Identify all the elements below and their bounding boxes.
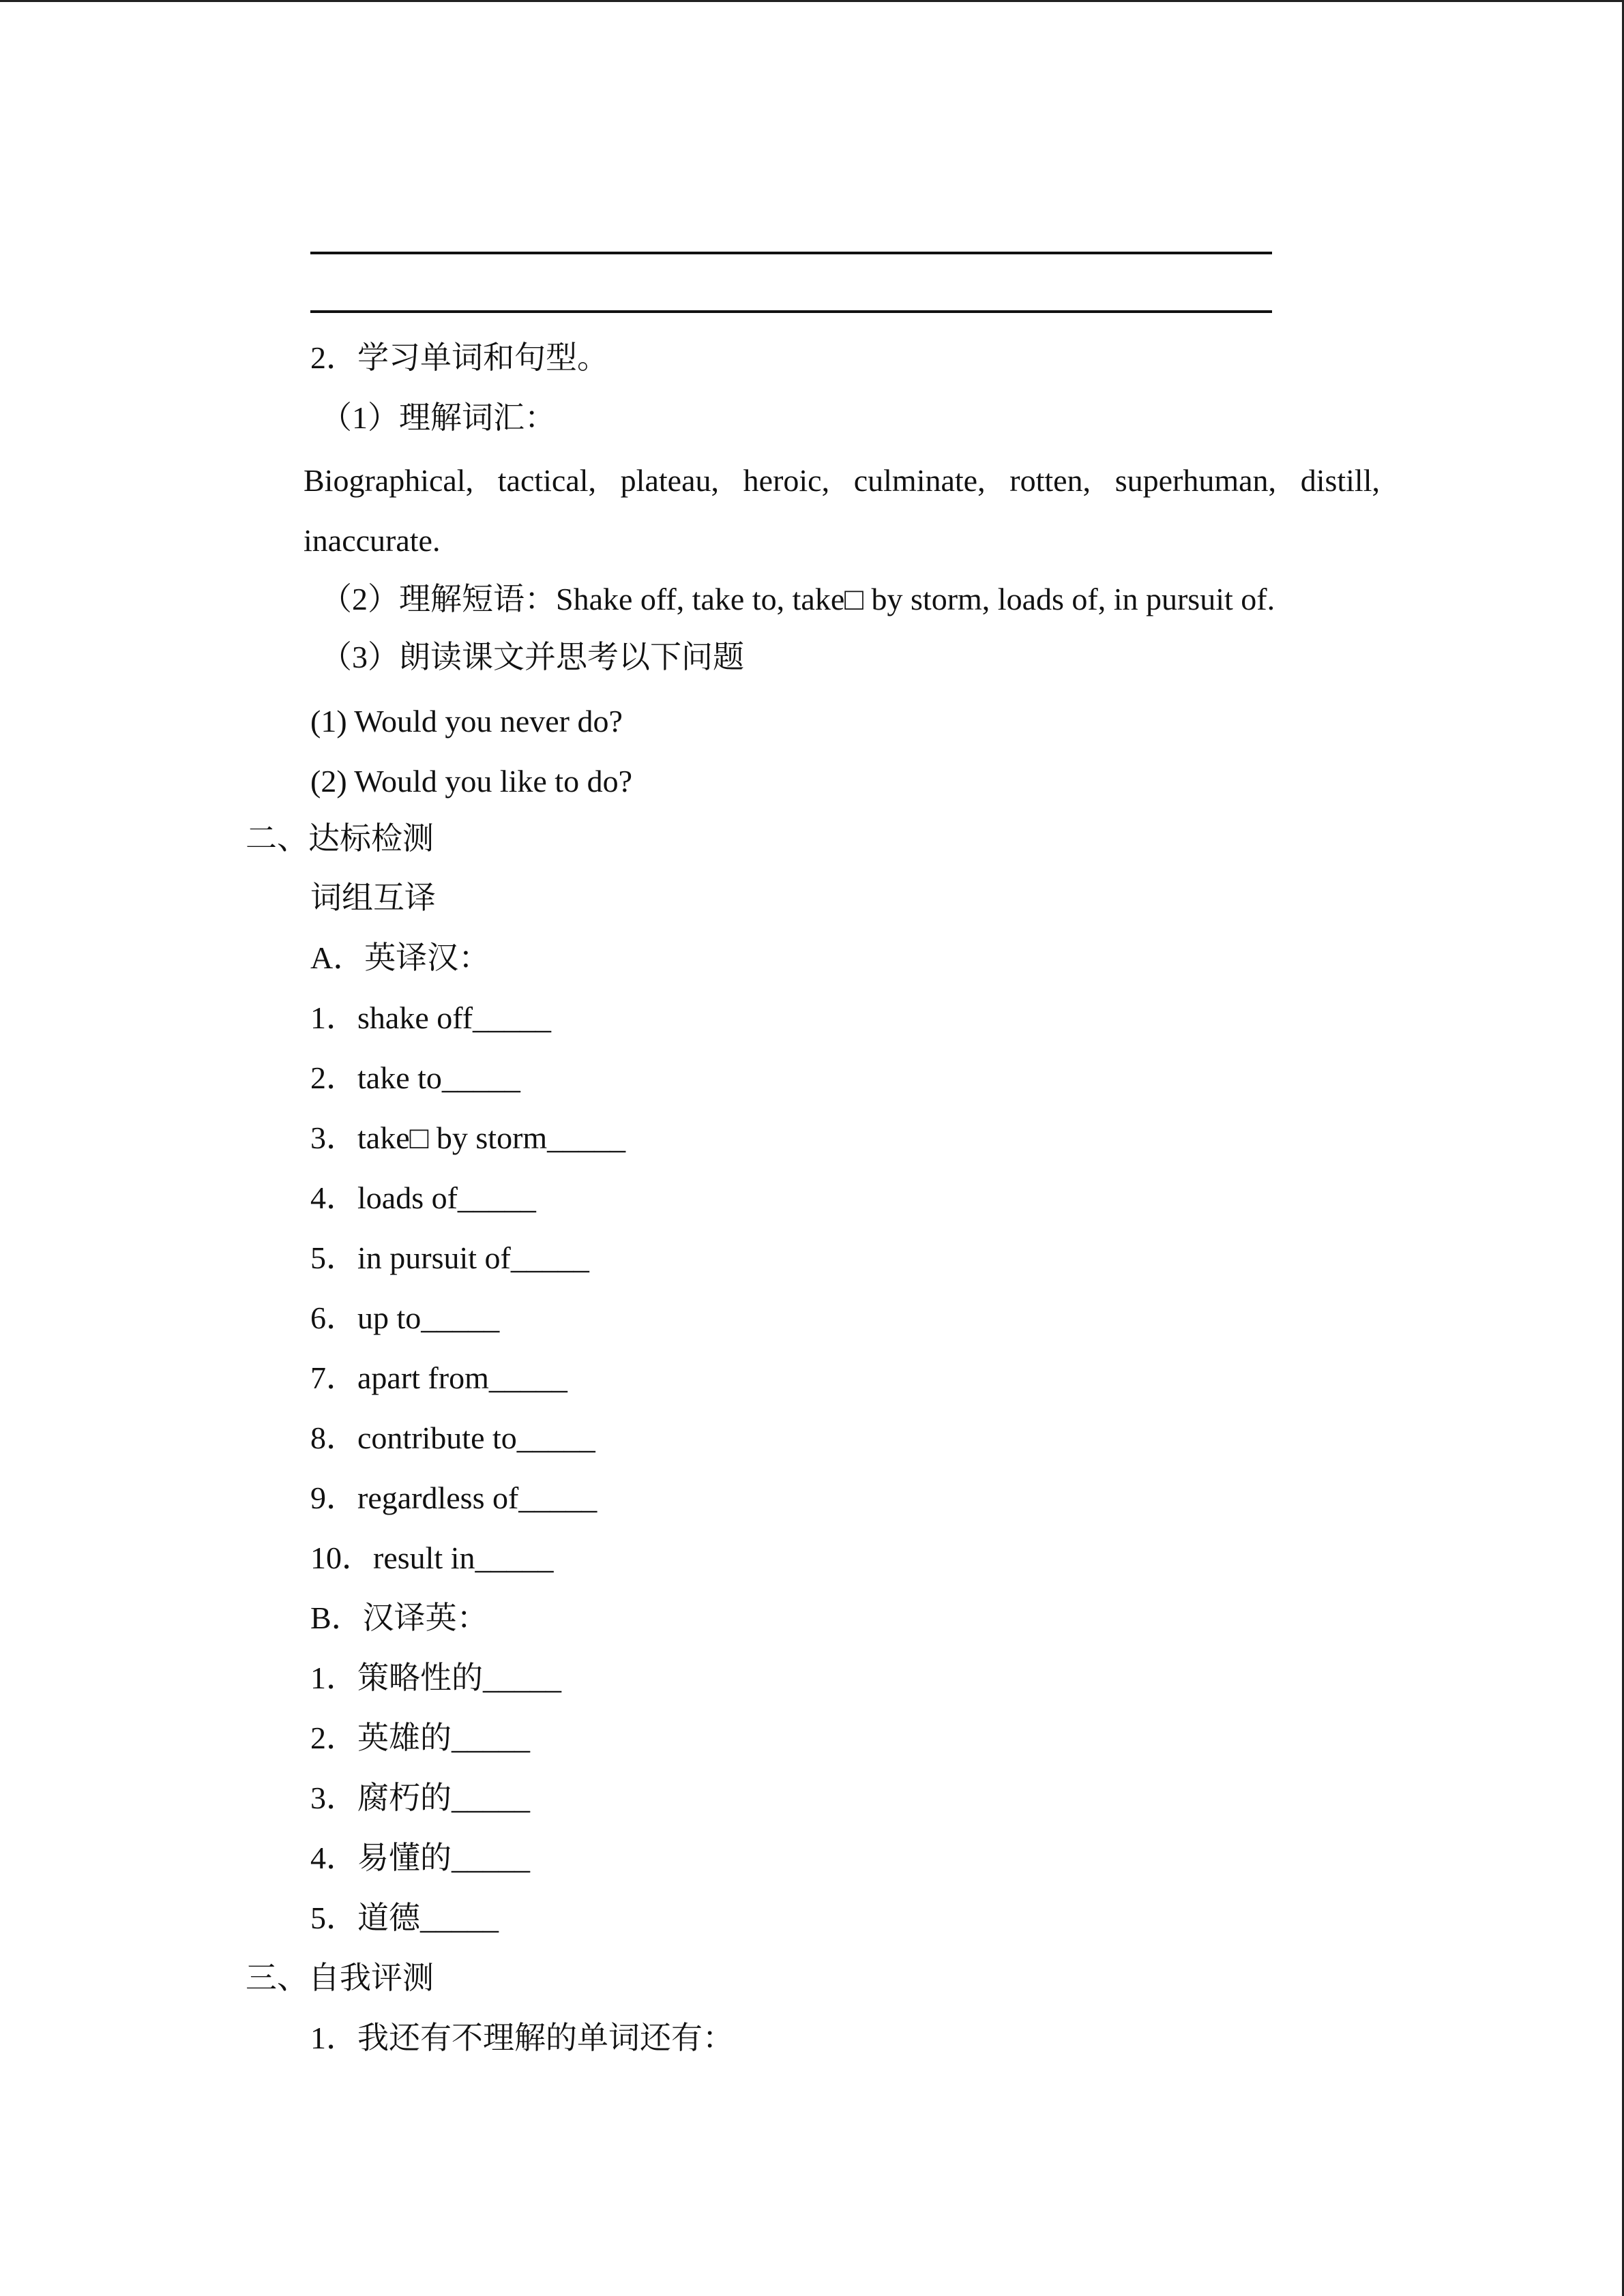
list-item: 4．易懂的_____ <box>310 1840 530 1875</box>
part-b-label: B．汉译英： <box>310 1600 488 1635</box>
part-a-label: A．英译汉： <box>310 940 490 975</box>
list-item: 7．apart from_____ <box>310 1360 567 1395</box>
section-2-heading: 二、达标检测 <box>246 821 434 856</box>
phrases-line: （2）理解短语：Shake off, take to, take□ by storm, loads of, in pursuit of. <box>321 582 1275 616</box>
list-item: 5．in pursuit of_____ <box>310 1240 589 1275</box>
question-1: (1) Would you never do? <box>310 704 623 739</box>
section-3-heading: 三、自我评测 <box>246 1960 434 1995</box>
vocab-list: Biographical, tactical, plateau, heroic, culminate, rotten, superhuman, distill, inaccurate. <box>304 463 1380 558</box>
answer-line <box>310 252 1272 254</box>
list-item: 3．腐朽的_____ <box>310 1780 530 1815</box>
section-2-subtitle: 词组互译 <box>310 880 436 915</box>
list-item: 2．英雄的_____ <box>310 1720 530 1755</box>
list-item: 1．shake off_____ <box>310 1000 552 1035</box>
item-2-title: 2．学习单词和句型。 <box>310 340 608 375</box>
list-item: 10．result in_____ <box>310 1540 554 1575</box>
list-item: 4．loads of_____ <box>310 1180 536 1215</box>
list-item: 3．take□ by storm_____ <box>310 1120 626 1155</box>
list-item: 8．contribute to_____ <box>310 1420 595 1455</box>
list-item: 6．up to_____ <box>310 1300 500 1335</box>
answer-line <box>310 310 1272 313</box>
list-item: 1．策略性的_____ <box>310 1660 561 1695</box>
question-2: (2) Would you like to do? <box>310 764 632 799</box>
self-eval-item-1: 1．我还有不理解的单词还有： <box>310 2021 734 2055</box>
list-item: 5．道德_____ <box>310 1900 499 1935</box>
list-item: 2．take to_____ <box>310 1060 520 1095</box>
list-item: 9．regardless of_____ <box>310 1480 597 1515</box>
read-label: （3）朗读课文并思考以下问题 <box>321 640 744 674</box>
vocab-label: （1）理解词汇： <box>321 400 556 435</box>
